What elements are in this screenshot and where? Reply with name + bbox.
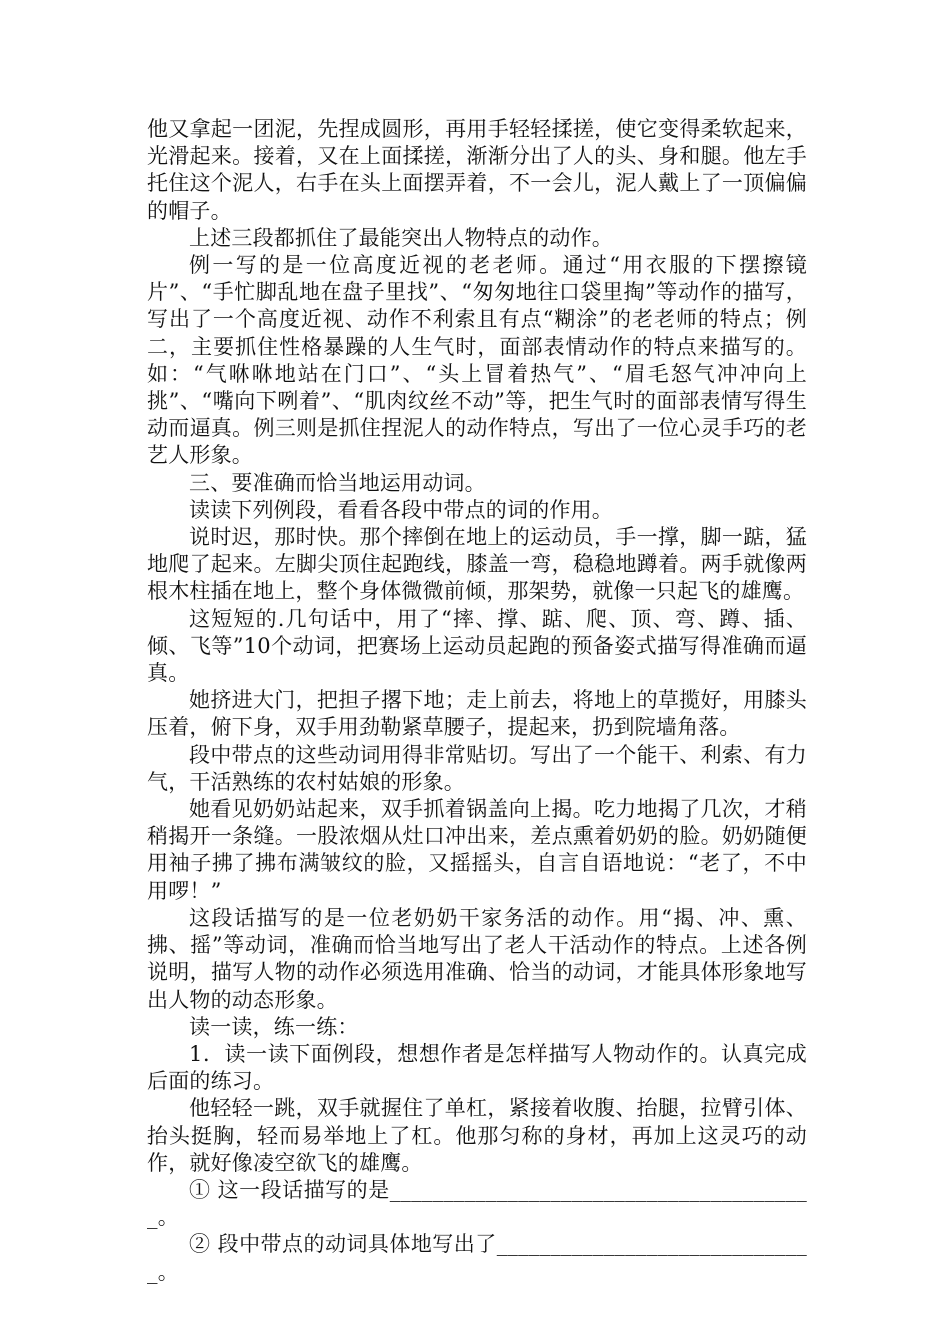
paragraph-grandma-analysis: 这段话描写的是一位老奶奶干家务活的动作。用“揭、冲、熏、拂、摇”等动词，准确而恰当地写出了老人干活动作的特点。上述各例说明，描写人物的动作必须选用准确、恰当的动词，才能具体形象地写出人物的动态形象。 <box>147 905 807 1012</box>
exercise-heading: 读一读，练一练： <box>189 1014 359 1039</box>
section-heading-verbs: 三、要准确而恰当地运用动词。 <box>189 470 486 495</box>
paragraph-example-girl: 她挤进大门，把担子撂下地；走上前去，将地上的草揽好，用膝头压着，俯下身，双手用劲勒紧草腰子，提起来，扔到院墙角落。 <box>147 688 807 740</box>
paragraph-example-athlete: 说时迟，那时快。那个摔倒在地上的运动员，手一撑，脚一踮，猛地爬了起来。左脚尖顶住起跑线，膝盖一弯，稳稳地蹲着。两手就像两根木柱插在地上，整个身体微微前倾，那架势，就像一只起飞的雄鹰。 <box>147 525 807 604</box>
document-page <box>147 116 807 1286</box>
paragraph-example-grandma: 她看见奶奶站起来，双手抓着锅盖向上揭。吃力地揭了几次，才稍稍揭开一条缝。一股浓烟从灶口冲出来，差点熏着奶奶的脸。奶奶随便用袖子拂了拂布满皱纹的脸，又摇摇头，自言自语地说：“老了，不中用啰！” <box>147 797 807 903</box>
paragraph-clay-figure: 他又拿起一团泥，先捏成圆形，再用手轻轻揉搓，使它变得柔软起来，光滑起来。接着，又在上面揉搓，渐渐分出了人的头、身和腿。他左手托住这个泥人，右手在头上面摆弄着，不一会儿，泥人戴上了一顶偏偏的帽子。 <box>147 117 807 223</box>
paragraph-instruction: 读读下列例段，看看各段中带点的词的作用。 <box>189 497 613 522</box>
exercise-question-2: ② 段中带点的动词具体地写出了______________________________。 <box>147 1232 807 1284</box>
paragraph-example-gymnast: 他轻轻一跳，双手就握住了单杠，紧接着收腹、抬腿，拉臂引体、抬头挺胸，轻而易举地上了杠。他那匀称的身材，再加上这灵巧的动作，就好像凌空欲飞的雄鹰。 <box>147 1096 807 1175</box>
paragraph-girl-analysis: 段中带点的这些动词用得非常贴切。写出了一个能干、利索、有力气，干活熟练的农村姑娘的形象。 <box>147 742 807 794</box>
exercise-instruction: 1．读一读下面例段，想想作者是怎样描写人物动作的。认真完成后面的练习。 <box>147 1041 807 1094</box>
paragraph-athlete-analysis: 这短短的.几句话中，用了“摔、撑、踮、爬、顶、弯、蹲、插、倾、飞等”10个动词，把赛场上运动员起跑的预备姿式描写得准确而逼真。 <box>147 606 807 686</box>
paragraph-analysis: 例一写的是一位高度近视的老老师。通过“用衣服的下摆擦镜片”、“手忙脚乱地在盘子里找”、“匆匆地往口袋里掏”等动作的描写，写出了一个高度近视、动作不利索且有点“糊涂”的老老师的特点；例二，主要抓住性格暴躁的人生气时，面部表情动作的特点来描写的。如：“气咻咻地站在门口”、“头上冒着热气”、“眉毛怒气冲冲向上挑”、“嘴向下咧着”、“肌肉纹丝不动”等，把生气时的面部表情写得生动而逼真。例三则是抓住捏泥人的动作特点，写出了一位心灵手巧的老艺人形象。 <box>147 253 807 468</box>
paragraph-summary: 上述三段都抓住了最能突出人物特点的动作。 <box>189 225 613 250</box>
exercise-question-1: ① 这一段话描写的是________________________________________。 <box>147 1177 807 1230</box>
